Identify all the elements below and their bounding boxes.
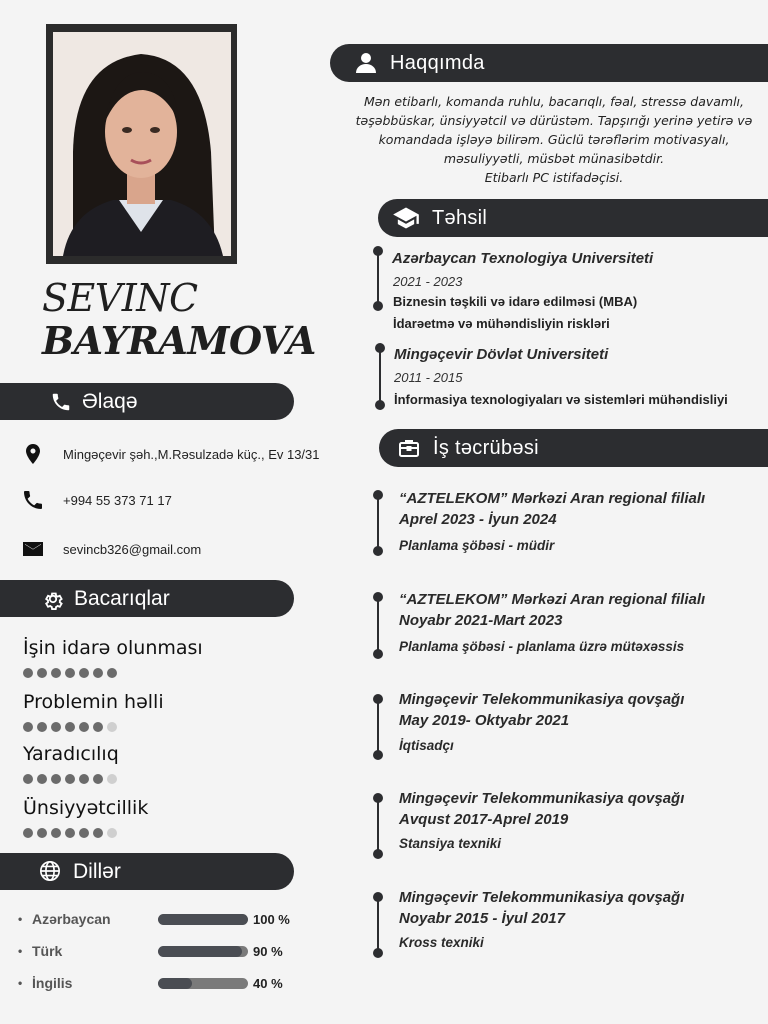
education-section-header bbox=[378, 199, 768, 237]
timeline-line bbox=[377, 495, 379, 551]
job-period: Aprel 2023 - İyun 2024 bbox=[399, 511, 557, 528]
skill-rating-dot bbox=[93, 668, 103, 678]
about-section-header bbox=[330, 44, 768, 82]
language-name: Türk bbox=[32, 943, 63, 959]
language-percent: 90 % bbox=[253, 943, 283, 959]
job-company: Mingəçevir Telekommunikasiya qovşağı bbox=[399, 691, 685, 708]
about-line: təşəbbüskar, ünsiyyətcil və dürüstəm. Tapşırığı yerinə yetirə və bbox=[355, 113, 753, 128]
job-period: May 2019- Oktyabr 2021 bbox=[399, 712, 570, 729]
skill-name: İşin idarə olunması bbox=[23, 637, 203, 659]
job-period: Noyabr 2015 - İyul 2017 bbox=[399, 910, 565, 927]
skill-rating-dot bbox=[79, 722, 89, 732]
about-text bbox=[340, 92, 768, 187]
skill-rating-dot bbox=[79, 828, 89, 838]
skill-rating-dot bbox=[37, 668, 47, 678]
skill-item bbox=[23, 797, 148, 838]
skill-rating bbox=[23, 828, 148, 838]
timeline-dot bbox=[373, 793, 383, 803]
skill-name: Ünsiyyətcillik bbox=[23, 797, 149, 819]
timeline-line bbox=[377, 597, 379, 654]
profile-photo bbox=[53, 32, 231, 256]
gear-icon bbox=[42, 588, 64, 610]
bullet: • bbox=[18, 912, 23, 926]
language-bar bbox=[158, 978, 248, 989]
experience-section-header bbox=[379, 429, 768, 467]
profile-photo-frame bbox=[46, 24, 237, 264]
skill-rating-dot bbox=[93, 722, 103, 732]
about-line: Mən etibarlı, komanda ruhlu, bacarıqlı, fəal, stressə davamlı, bbox=[363, 94, 745, 109]
job-role: Kross texniki bbox=[399, 935, 484, 950]
language-percent: 100 % bbox=[253, 911, 290, 927]
language-item bbox=[18, 973, 308, 993]
skill-item bbox=[23, 691, 164, 732]
skill-rating-dot bbox=[65, 828, 75, 838]
education-school: Mingəçevir Dövlət Universiteti bbox=[394, 346, 609, 363]
skill-name: Problemin həlli bbox=[23, 691, 164, 713]
timeline-line bbox=[377, 699, 379, 755]
skill-rating-dot bbox=[65, 774, 75, 784]
job-company: Mingəçevir Telekommunikasiya qovşağı bbox=[399, 790, 685, 807]
education-detail: İdarəetmə və mühəndisliyin riskləri bbox=[393, 316, 610, 331]
job-role: Planlama şöbəsi - planlama üzrə mütəxəssis bbox=[399, 639, 685, 654]
skill-rating bbox=[23, 774, 119, 784]
language-name: İngilis bbox=[32, 975, 73, 991]
skill-rating-dot bbox=[93, 774, 103, 784]
graduation-cap-icon bbox=[392, 204, 420, 232]
skill-name: Yaradıcılıq bbox=[23, 743, 119, 765]
skill-rating-dot bbox=[23, 722, 33, 732]
first-name: SEVINC bbox=[42, 276, 198, 320]
contact-address bbox=[20, 441, 320, 467]
briefcase-icon bbox=[397, 436, 421, 460]
language-bar-fill bbox=[158, 978, 192, 989]
email-text: sevincb326@gmail.com bbox=[63, 541, 202, 557]
language-item bbox=[18, 941, 308, 961]
skill-item bbox=[23, 637, 203, 678]
timeline-dot bbox=[373, 592, 383, 602]
timeline-dot bbox=[373, 649, 383, 659]
globe-icon bbox=[39, 860, 63, 884]
language-bar bbox=[158, 914, 248, 925]
skill-rating-dot bbox=[51, 722, 61, 732]
language-bar-fill bbox=[158, 914, 248, 925]
timeline-dot bbox=[373, 948, 383, 958]
skill-rating-dot bbox=[23, 668, 33, 678]
job-company: “AZTELEKOM” Mərkəzi Aran regional filialı bbox=[399, 591, 706, 608]
language-bar-fill bbox=[158, 946, 242, 957]
languages-section-title: Dillər bbox=[73, 859, 121, 883]
skill-rating-dot bbox=[23, 828, 33, 838]
skill-rating-dot bbox=[65, 668, 75, 678]
skill-rating-dot bbox=[37, 722, 47, 732]
timeline-dot bbox=[373, 694, 383, 704]
education-detail: Biznesin təşkili və idarə edilməsi (MBA) bbox=[393, 294, 638, 309]
education-detail: İnformasiya texnologiyaları və sistemləri mühəndisliyi bbox=[394, 392, 728, 407]
timeline-line bbox=[377, 798, 379, 854]
contact-section-title: Əlaqə bbox=[82, 389, 138, 413]
job-role: Planlama şöbəsi - müdir bbox=[399, 538, 555, 553]
skill-rating-dot bbox=[23, 774, 33, 784]
skill-rating-dot bbox=[37, 828, 47, 838]
skills-section-title: Bacarıqlar bbox=[74, 586, 170, 610]
timeline-line bbox=[377, 251, 379, 307]
about-section-title: Haqqımda bbox=[390, 51, 485, 74]
education-years: 2011 - 2015 bbox=[394, 370, 463, 385]
skill-rating-dot bbox=[79, 668, 89, 678]
contact-email bbox=[20, 536, 201, 562]
language-name: Azərbaycan bbox=[32, 911, 111, 927]
experience-section-title: İş təcrübəsi bbox=[433, 436, 539, 459]
timeline-dot bbox=[375, 400, 385, 410]
skill-rating-dot bbox=[65, 722, 75, 732]
timeline-dot bbox=[375, 343, 385, 353]
skill-rating-dot bbox=[79, 774, 89, 784]
skill-rating-dot bbox=[107, 828, 117, 838]
skill-rating bbox=[23, 668, 203, 678]
skill-rating-dot bbox=[51, 774, 61, 784]
job-role: Stansiya texniki bbox=[399, 836, 502, 851]
about-line: Etibarlı PC istifadəçisi. bbox=[484, 170, 624, 185]
timeline-dot bbox=[373, 546, 383, 556]
timeline-line bbox=[377, 897, 379, 953]
job-company: Mingəçevir Telekommunikasiya qovşağı bbox=[399, 889, 685, 906]
job-company: “AZTELEKOM” Mərkəzi Aran regional filialı bbox=[399, 490, 706, 507]
bullet: • bbox=[18, 944, 23, 958]
skills-section-header bbox=[0, 580, 294, 617]
bullet: • bbox=[18, 976, 23, 990]
last-name: BAYRAMOVA bbox=[42, 318, 316, 363]
timeline-dot bbox=[373, 301, 383, 311]
language-bar bbox=[158, 946, 248, 957]
skill-item bbox=[23, 743, 119, 784]
job-period: Noyabr 2021-Mart 2023 bbox=[399, 612, 563, 629]
education-years: 2021 - 2023 bbox=[393, 274, 463, 289]
timeline-dot bbox=[373, 849, 383, 859]
education-school: Azərbaycan Texnologiya Universiteti bbox=[392, 250, 654, 267]
skill-rating-dot bbox=[107, 668, 117, 678]
skill-rating-dot bbox=[107, 722, 117, 732]
contact-section-header bbox=[0, 383, 294, 420]
languages-section-header bbox=[0, 853, 294, 890]
location-pin-icon bbox=[20, 441, 46, 467]
address-text: Mingəçevir şəh.,M.Rəsulzadə küç., Ev 13/31 bbox=[63, 446, 320, 462]
envelope-icon bbox=[20, 536, 46, 562]
job-period: Avqust 2017-Aprel 2019 bbox=[399, 811, 569, 828]
skill-rating-dot bbox=[51, 828, 61, 838]
language-percent: 40 % bbox=[253, 975, 283, 991]
contact-phone bbox=[20, 487, 172, 513]
skill-rating bbox=[23, 722, 164, 732]
timeline-dot bbox=[373, 246, 383, 256]
phone-text: +994 55 373 71 17 bbox=[63, 492, 172, 508]
skill-rating-dot bbox=[51, 668, 61, 678]
phone-icon bbox=[50, 391, 72, 413]
job-role: İqtisadçı bbox=[399, 738, 454, 753]
timeline-dot bbox=[373, 750, 383, 760]
skill-rating-dot bbox=[93, 828, 103, 838]
user-icon bbox=[354, 51, 378, 75]
skill-rating-dot bbox=[37, 774, 47, 784]
education-section-title: Təhsil bbox=[432, 206, 488, 229]
about-line: komandada işləyə bilirəm. Güclü tərəflərim motivasyalı, bbox=[378, 132, 730, 147]
about-line: məsuliyyətli, müsbət münasibətdir. bbox=[443, 151, 665, 166]
timeline-dot bbox=[373, 892, 383, 902]
phone-icon bbox=[20, 487, 46, 513]
timeline-dot bbox=[373, 490, 383, 500]
timeline-line bbox=[379, 348, 381, 405]
skill-rating-dot bbox=[107, 774, 117, 784]
language-item bbox=[18, 909, 308, 929]
